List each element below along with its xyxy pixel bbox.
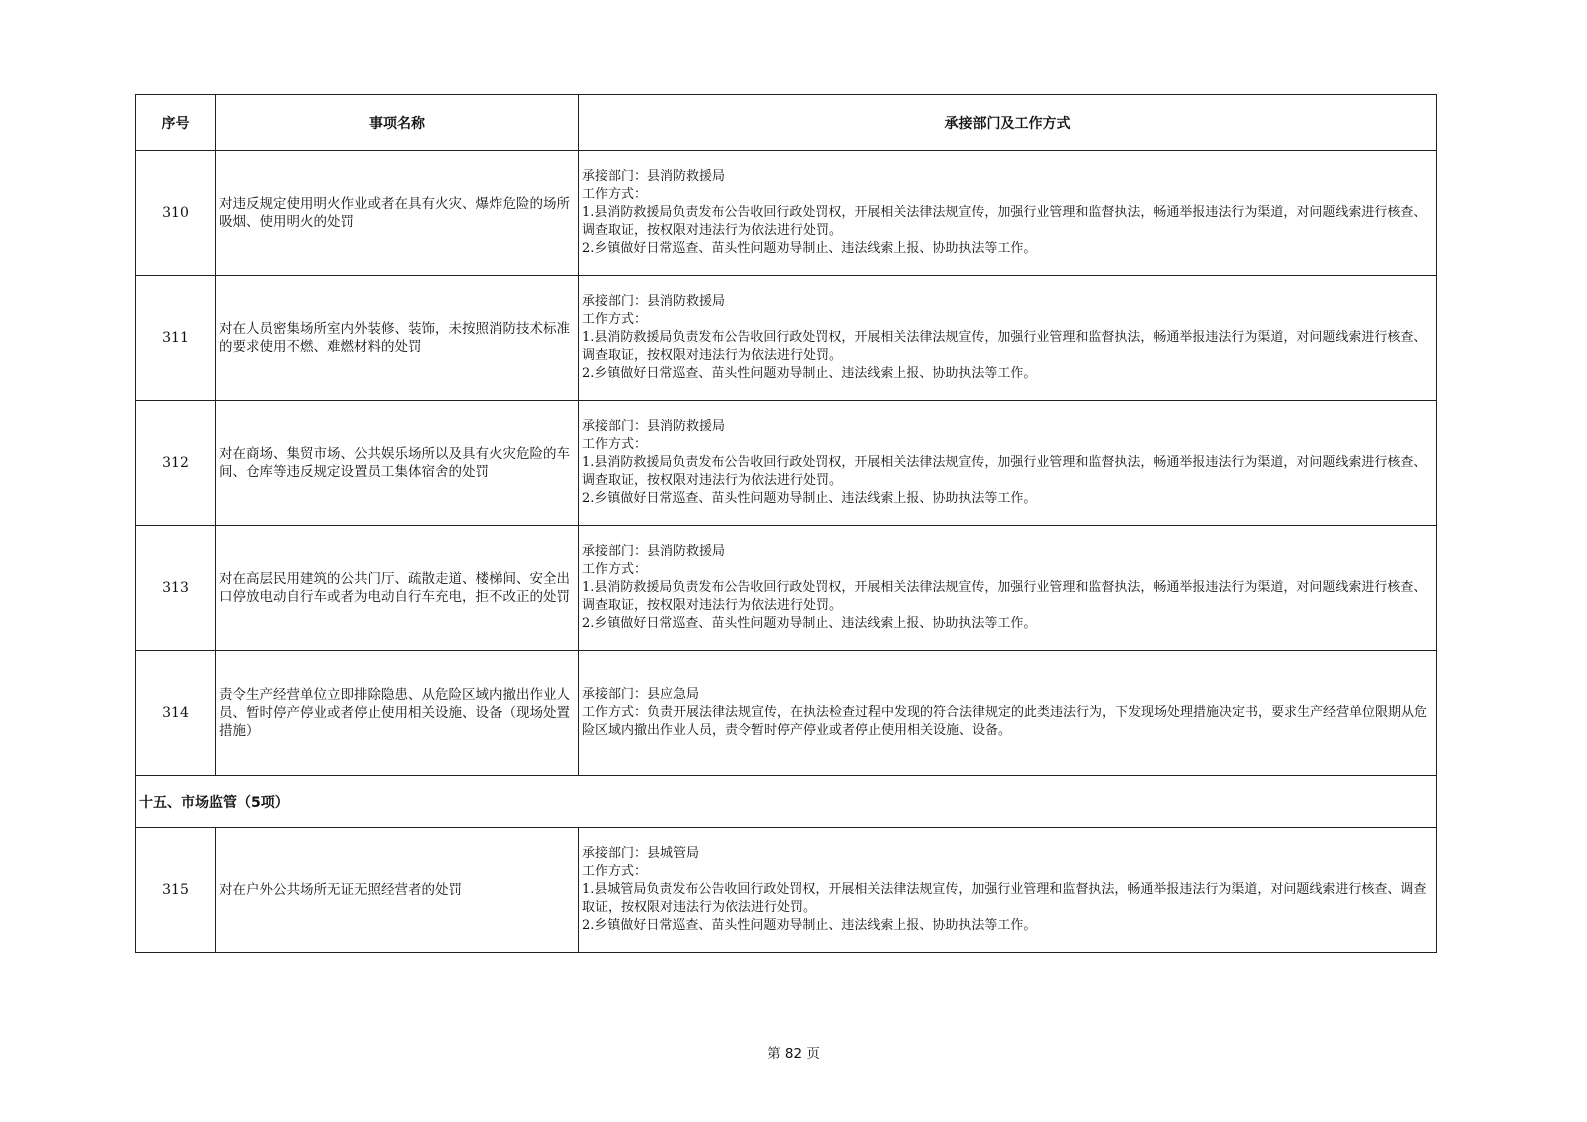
row-dept: 承接部门：县消防救援局 (582, 294, 726, 309)
row-dept: 承接部门：县消防救援局 (582, 544, 726, 559)
row-line2: 2.乡镇做好日常巡查、苗头性问题劝导制止、违法线索上报、协助执法等工作。 (582, 491, 1037, 506)
matters-table (135, 94, 1437, 953)
row-dept: 承接部门：县消防救援局 (582, 169, 726, 184)
row-line2: 2.乡镇做好日常巡查、苗头性问题劝导制止、违法线索上报、协助执法等工作。 (582, 616, 1037, 631)
row-no: 312 (136, 401, 216, 526)
row-dept-cell (579, 151, 1437, 276)
header-dept: 承接部门及工作方式 (579, 95, 1437, 151)
row-line1: 1.县消防救援局负责发布公告收回行政处罚权，开展相关法律法规宣传，加强行业管理和监督执法，畅通举报违法行为渠道，对问题线索进行核查、调查取证，按权限对违法行为依法进行处罚。 (582, 455, 1427, 488)
row-no: 310 (136, 151, 216, 276)
row-name: 对违反规定使用明火作业或者在具有火灾、爆炸危险的场所吸烟、使用明火的处罚 (216, 151, 579, 276)
section-title: 十五、市场监管（5项） (136, 776, 1437, 828)
row-dept-cell (579, 651, 1437, 776)
row-line1: 1.县消防救援局负责发布公告收回行政处罚权，开展相关法律法规宣传，加强行业管理和监督执法，畅通举报违法行为渠道，对问题线索进行核查、调查取证，按权限对违法行为依法进行处罚。 (582, 205, 1427, 238)
table-row (136, 401, 1437, 526)
row-method-label: 工作方式： (582, 187, 648, 202)
row-dept: 承接部门：县应急局 (582, 687, 700, 702)
row-method-label: 工作方式： (582, 437, 648, 452)
data-table-container (135, 94, 1436, 953)
row-no: 314 (136, 651, 216, 776)
table-header-row (136, 95, 1437, 151)
row-method-label: 工作方式： (582, 312, 648, 327)
row-line1: 1.县消防救援局负责发布公告收回行政处罚权，开展相关法律法规宣传，加强行业管理和监督执法，畅通举报违法行为渠道，对问题线索进行核查、调查取证，按权限对违法行为依法进行处罚。 (582, 580, 1427, 613)
table-row (136, 151, 1437, 276)
row-line1: 工作方式：负责开展法律法规宣传，在执法检查过程中发现的符合法律规定的此类违法行为，下发现场处理措施决定书，要求生产经营单位限期从危险区域内撤出作业人员，责令暂时停产停业或者停止使用相关设施、设备。 (582, 705, 1428, 738)
row-no: 313 (136, 526, 216, 651)
table-row (136, 276, 1437, 401)
row-no: 315 (136, 828, 216, 953)
header-no: 序号 (136, 95, 216, 151)
row-line2: 2.乡镇做好日常巡查、苗头性问题劝导制止、违法线索上报、协助执法等工作。 (582, 366, 1037, 381)
row-dept: 承接部门：县城管局 (582, 846, 700, 861)
table-row (136, 526, 1437, 651)
row-name: 对在人员密集场所室内外装修、装饰，未按照消防技术标准的要求使用不燃、难燃材料的处罚 (216, 276, 579, 401)
row-name: 对在户外公共场所无证无照经营者的处罚 (216, 828, 579, 953)
row-line1: 1.县消防救援局负责发布公告收回行政处罚权，开展相关法律法规宣传，加强行业管理和监督执法，畅通举报违法行为渠道，对问题线索进行核查、调查取证，按权限对违法行为依法进行处罚。 (582, 330, 1427, 363)
header-name: 事项名称 (216, 95, 579, 151)
row-line2: 2.乡镇做好日常巡查、苗头性问题劝导制止、违法线索上报、协助执法等工作。 (582, 241, 1037, 256)
row-no: 311 (136, 276, 216, 401)
row-dept-cell (579, 401, 1437, 526)
row-dept-cell (579, 828, 1437, 953)
row-dept-cell (579, 276, 1437, 401)
row-method-label: 工作方式： (582, 562, 648, 577)
row-line2: 2.乡镇做好日常巡查、苗头性问题劝导制止、违法线索上报、协助执法等工作。 (582, 918, 1037, 933)
row-line1: 1.县城管局负责发布公告收回行政处罚权，开展相关法律法规宣传，加强行业管理和监督执法，畅通举报违法行为渠道，对问题线索进行核查、调查取证，按权限对违法行为依法进行处罚。 (582, 882, 1427, 915)
section-row (136, 776, 1437, 828)
row-dept: 承接部门：县消防救援局 (582, 419, 726, 434)
row-name: 对在商场、集贸市场、公共娱乐场所以及具有火灾危险的车间、仓库等违反规定设置员工集体宿舍的处罚 (216, 401, 579, 526)
row-name: 责令生产经营单位立即排除隐患、从危险区域内撤出作业人员、暂时停产停业或者停止使用相关设施、设备（现场处置措施） (216, 651, 579, 776)
page-number: 第 82 页 (767, 1046, 820, 1062)
row-dept-cell (579, 526, 1437, 651)
table-row (136, 828, 1437, 953)
table-row (136, 651, 1437, 776)
row-name: 对在高层民用建筑的公共门厅、疏散走道、楼梯间、安全出口停放电动自行车或者为电动自行车充电，拒不改正的处罚 (216, 526, 579, 651)
row-method-label: 工作方式： (582, 864, 648, 879)
